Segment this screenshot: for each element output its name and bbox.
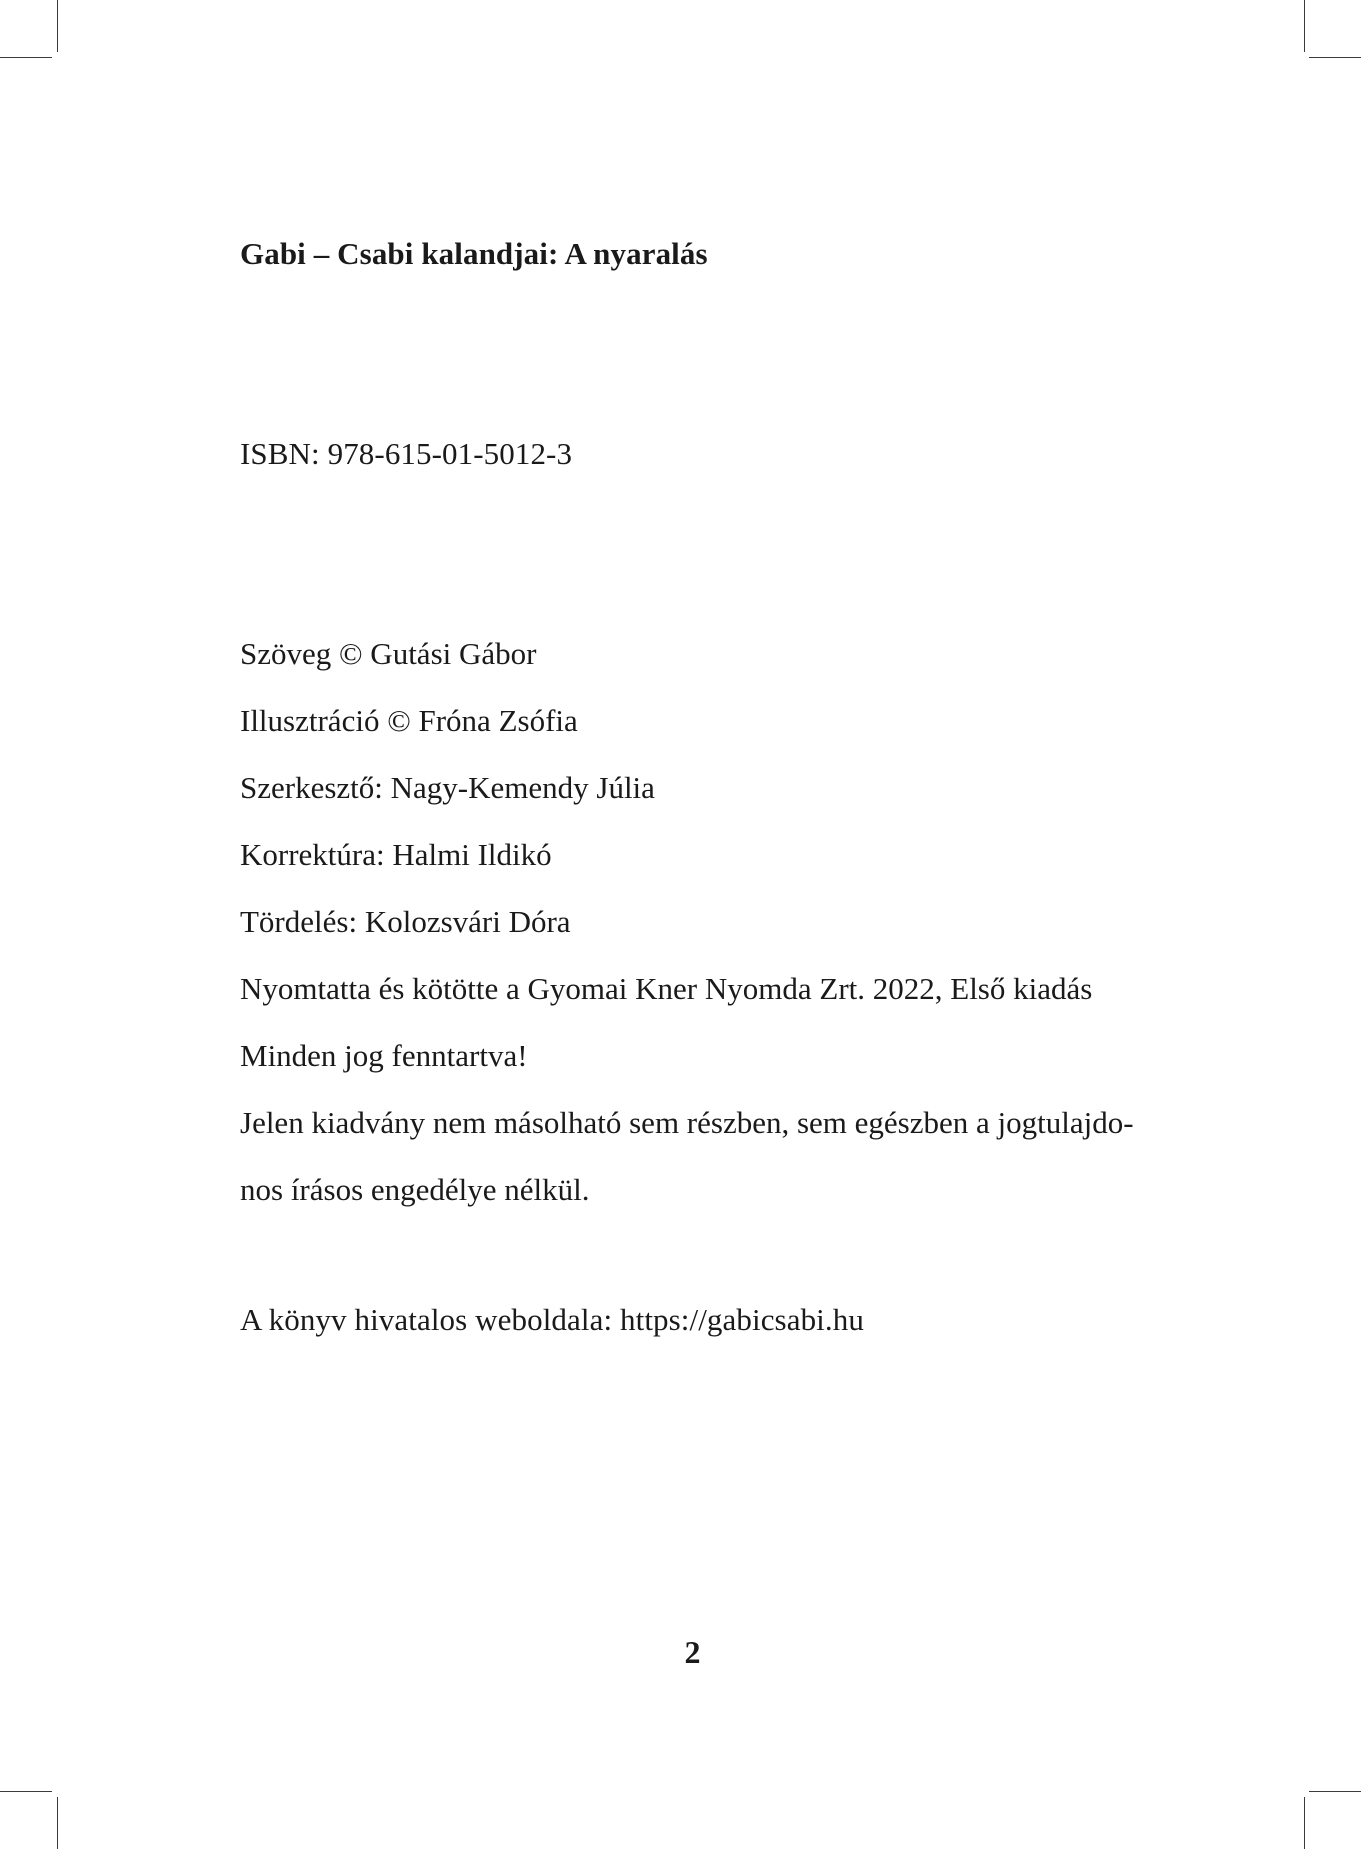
website-line: A könyv hivatalos weboldala: https://gabicsabi.hu <box>240 1302 864 1337</box>
credits-list <box>240 636 1134 1239</box>
credit-line: Szerkesztő: Nagy-Kemendy Júlia <box>240 770 655 805</box>
crop-mark-top-left-horizontal <box>0 57 52 58</box>
crop-mark-bottom-left-horizontal <box>0 1791 52 1792</box>
crop-mark-top-left-vertical <box>57 0 58 52</box>
credit-line: Korrektúra: Halmi Ildikó <box>240 837 552 872</box>
page-number: 2 <box>684 1634 701 1670</box>
credit-line: Illusztráció © Fróna Zsófia <box>240 703 578 738</box>
book-title: Gabi – Csabi kalandjai: A nyaralás <box>240 236 708 271</box>
credit-line: Szöveg © Gutási Gábor <box>240 636 537 671</box>
crop-mark-bottom-left-vertical <box>57 1797 58 1849</box>
crop-mark-top-right-horizontal <box>1309 57 1361 58</box>
credit-line: Minden jog fenntartva! <box>240 1038 528 1073</box>
crop-mark-top-right-vertical <box>1304 0 1305 52</box>
crop-mark-bottom-right-vertical <box>1304 1797 1305 1849</box>
isbn: ISBN: 978-615-01-5012-3 <box>240 436 573 471</box>
credit-line: nos írásos engedélye nélkül. <box>240 1172 590 1207</box>
credit-line: Jelen kiadvány nem másolható sem részben, sem egészben a jogtulajdo- <box>240 1105 1134 1140</box>
credit-line: Tördelés: Kolozsvári Dóra <box>240 904 571 939</box>
credit-line: Nyomtatta és kötötte a Gyomai Kner Nyomda Zrt. 2022, Első kiadás <box>240 971 1093 1006</box>
crop-mark-bottom-right-horizontal <box>1309 1791 1361 1792</box>
